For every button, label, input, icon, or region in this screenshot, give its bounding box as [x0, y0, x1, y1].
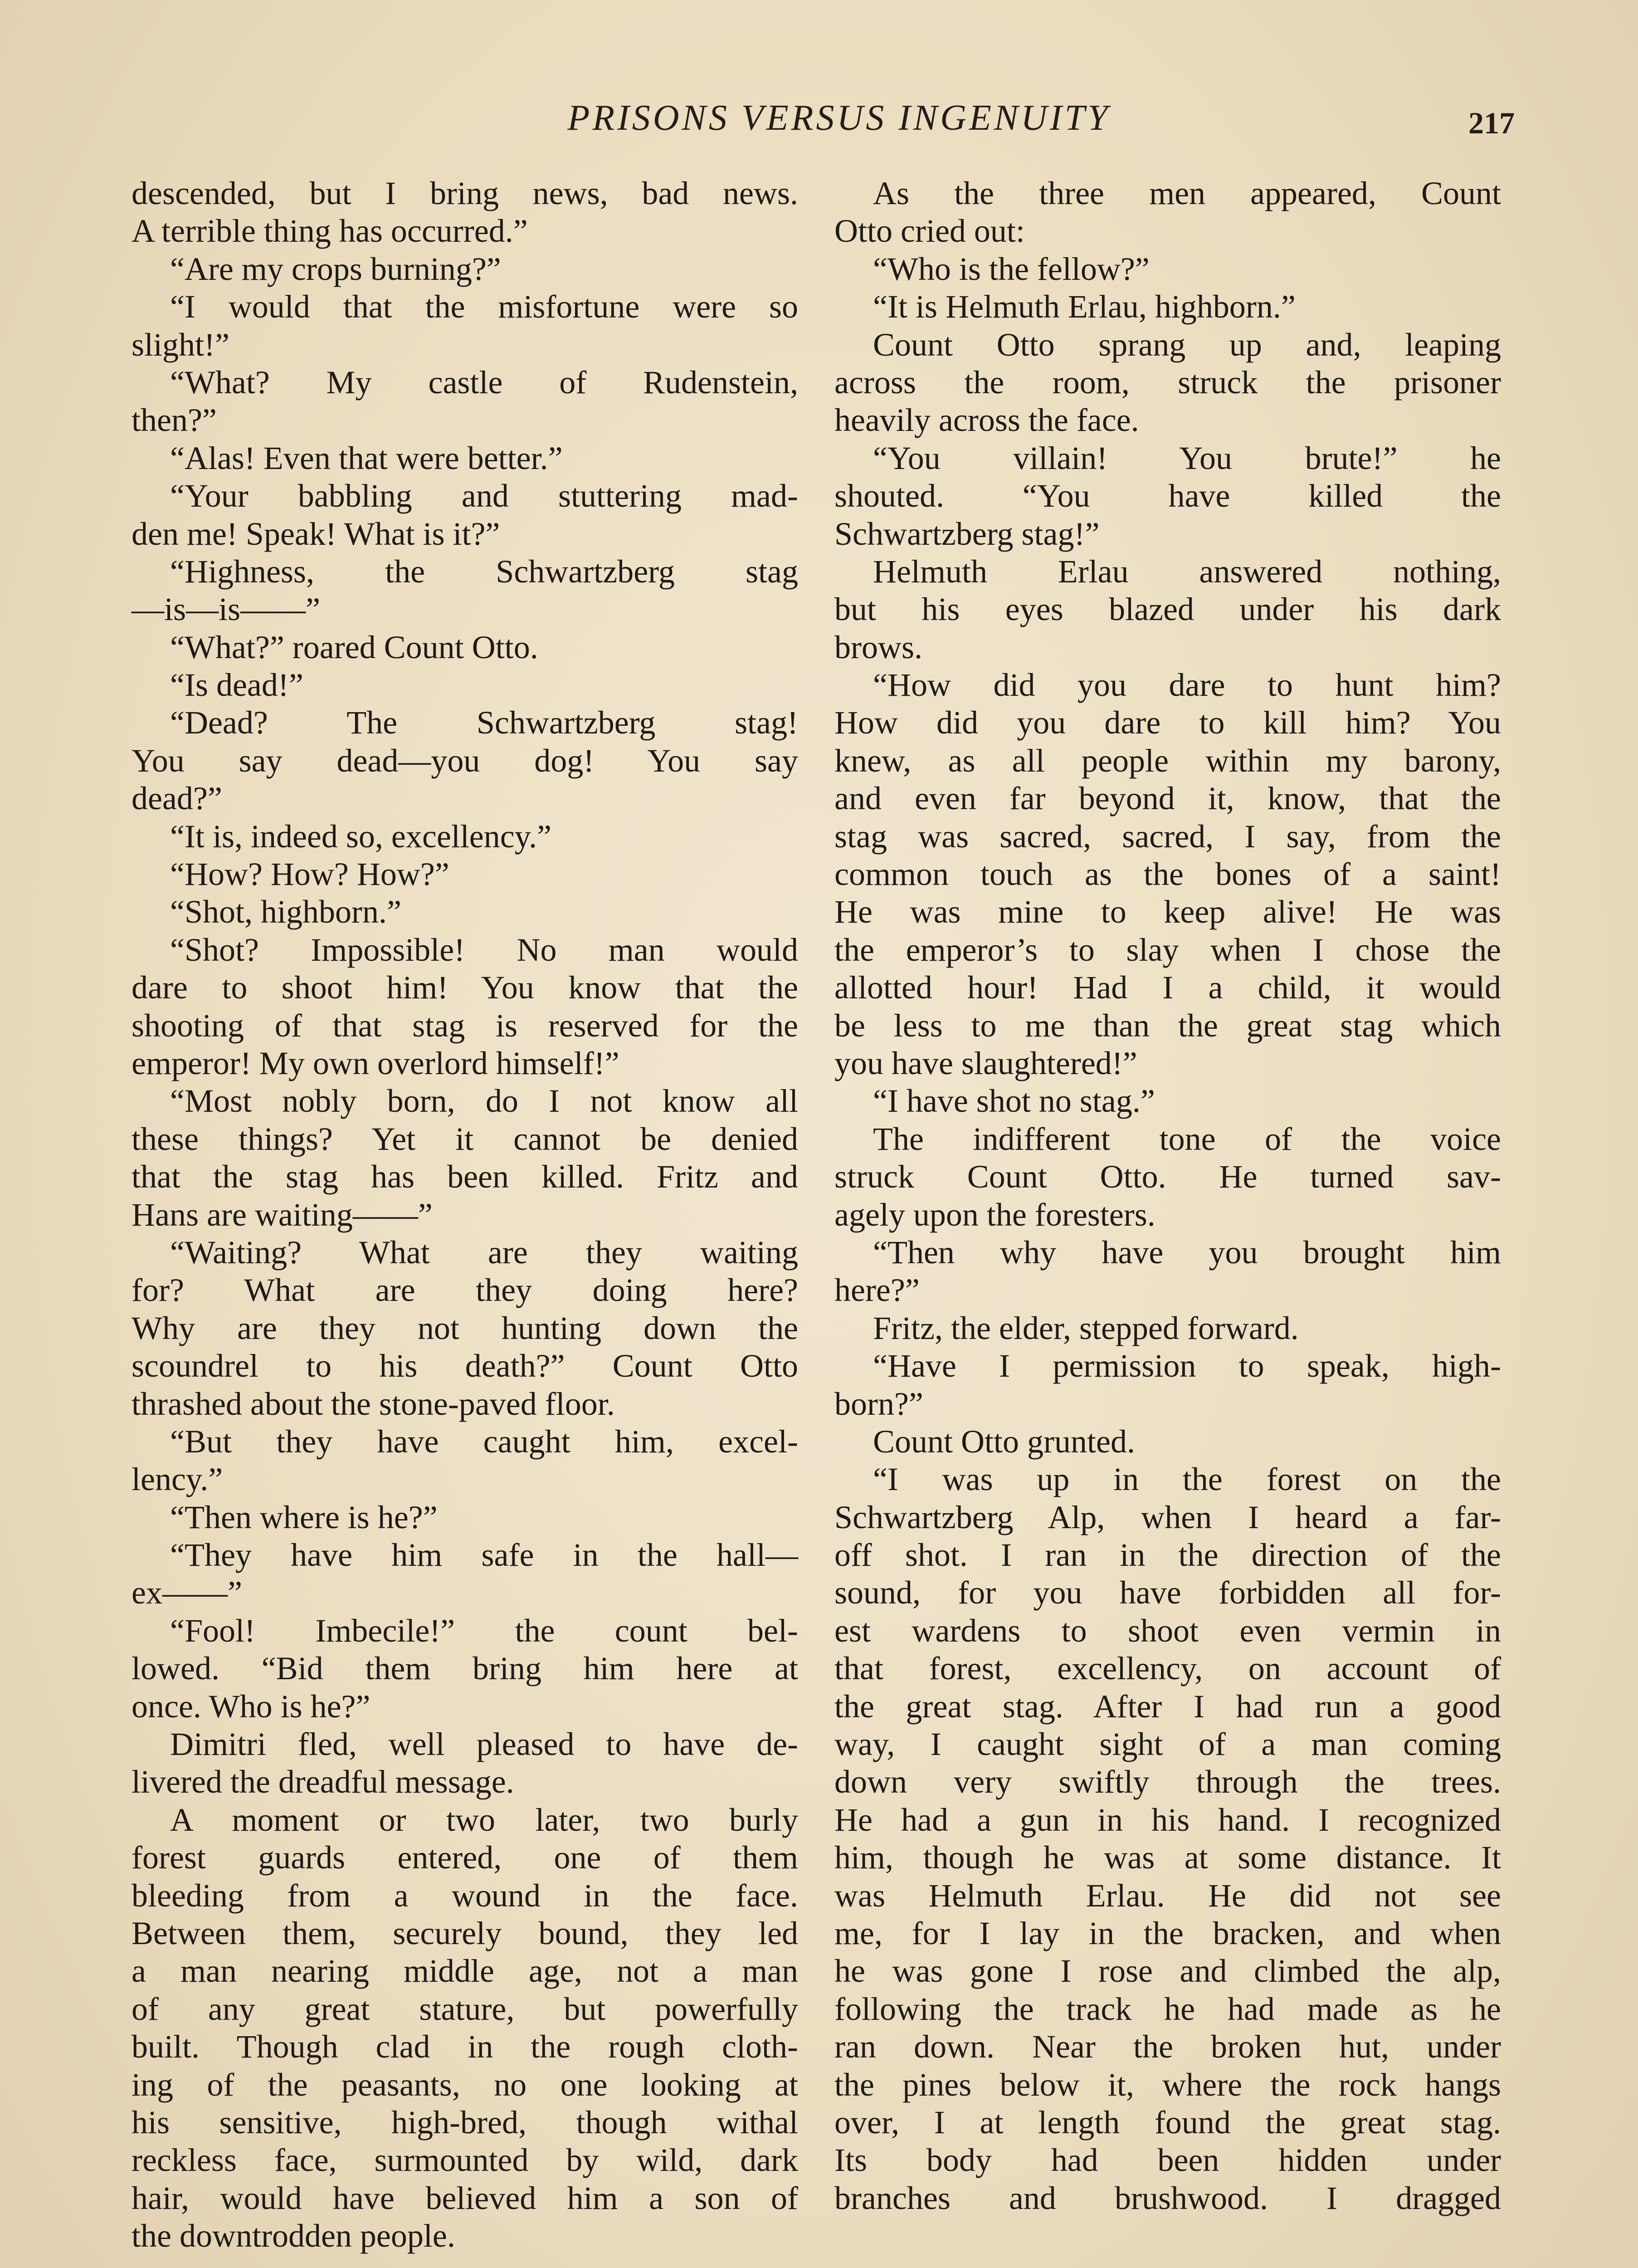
- text-line: As the three men appeared, Count: [873, 175, 1501, 211]
- left-text-column: [132, 175, 798, 2255]
- text-line: “It is, indeed so, excellency.”: [170, 818, 551, 855]
- text-line: sound, for you have forbidden all for-: [834, 1574, 1501, 1611]
- text-line: his sensitive, high-bred, though withal: [132, 2104, 798, 2141]
- text-line: agely upon the foresters.: [834, 1196, 1155, 1233]
- text-line: est wardens to shoot even vermin in: [834, 1612, 1501, 1649]
- text-line: ing of the peasants, no one looking at: [132, 2066, 798, 2103]
- text-line: “I was up in the forest on the: [873, 1461, 1501, 1498]
- text-line: the downtrodden people.: [132, 2218, 455, 2254]
- text-line: here?”: [834, 1272, 920, 1309]
- text-line: was Helmuth Erlau. He did not see: [834, 1877, 1501, 1914]
- text-line: descended, but I bring news, bad news.: [132, 175, 798, 211]
- text-line: Fritz, the elder, stepped forward.: [873, 1310, 1299, 1346]
- text-line: “Dead? The Schwartzberg stag!: [170, 704, 798, 741]
- text-line: “Alas! Even that were better.”: [170, 440, 563, 476]
- text-line: dead?”: [132, 780, 222, 817]
- text-line: scoundrel to his death?” Count Otto: [132, 1348, 798, 1384]
- text-line: down very swiftly through the trees.: [834, 1764, 1501, 1800]
- text-line: that the stag has been killed. Fritz and: [132, 1158, 798, 1195]
- text-line: you have slaughtered!”: [834, 1045, 1137, 1081]
- text-line: “How did you dare to hunt him?: [873, 667, 1501, 704]
- text-line: lency.”: [132, 1461, 223, 1498]
- text-line: that forest, excellency, on account of: [834, 1650, 1501, 1687]
- text-line: Schwartzberg Alp, when I heard a far-: [834, 1499, 1501, 1535]
- text-line: “Highness, the Schwartzberg stag: [170, 553, 798, 590]
- text-line: shouted. “You have killed the: [834, 478, 1501, 514]
- text-line: common touch as the bones of a saint!: [834, 856, 1501, 893]
- text-line: “What? My castle of Rudenstein,: [170, 364, 798, 401]
- text-line: “They have him safe in the hall—: [170, 1537, 798, 1574]
- text-line: “Shot? Impossible! No man would: [170, 931, 798, 968]
- text-line: heavily across the face.: [834, 402, 1139, 439]
- text-line: bleeding from a wound in the face.: [132, 1877, 798, 1914]
- text-line: ex——”: [132, 1574, 242, 1611]
- text-line: “Your babbling and stuttering mad-: [170, 478, 798, 514]
- text-line: Dimitri fled, well pleased to have de-: [170, 1726, 798, 1763]
- text-line: shooting of that stag is reserved for the: [132, 1007, 798, 1044]
- text-line: knew, as all people within my barony,: [834, 742, 1501, 779]
- text-line: the emperor’s to slay when I chose the: [834, 931, 1501, 968]
- text-line: He was mine to keep alive! He was: [834, 894, 1501, 930]
- text-line: him, though he was at some distance. It: [834, 1839, 1501, 1876]
- text-line: “What?” roared Count Otto.: [170, 629, 538, 665]
- text-line: “Have I permission to speak, high-: [873, 1348, 1501, 1384]
- text-line: the pines below it, where the rock hangs: [834, 2066, 1501, 2103]
- text-line: slight!”: [132, 326, 229, 363]
- text-line: “Then where is he?”: [170, 1499, 438, 1535]
- text-line: lowed. “Bid them bring him here at: [132, 1650, 798, 1687]
- text-line: “I have shot no stag.”: [873, 1083, 1155, 1119]
- text-line: “Waiting? What are they waiting: [170, 1234, 798, 1271]
- text-line: How did you dare to kill him? You: [834, 704, 1501, 741]
- text-line: for? What are they doing here?: [132, 1272, 798, 1309]
- text-line: once. Who is he?”: [132, 1688, 370, 1725]
- text-line: reckless face, surmounted by wild, dark: [132, 2142, 798, 2179]
- text-line: “Most nobly born, do I not know all: [170, 1083, 798, 1119]
- text-line: over, I at length found the great stag.: [834, 2104, 1501, 2141]
- text-line: born?”: [834, 1385, 923, 1422]
- text-line: but his eyes blazed under his dark: [834, 591, 1501, 628]
- running-title: PRISONS VERSUS INGENUITY: [567, 98, 1111, 138]
- text-line: livered the dreadful message.: [132, 1764, 514, 1800]
- text-line: a man nearing middle age, not a man: [132, 1953, 798, 1989]
- text-line: Helmuth Erlau answered nothing,: [873, 553, 1501, 590]
- text-line: the great stag. After I had run a good: [834, 1688, 1501, 1725]
- text-line: Why are they not hunting down the: [132, 1310, 798, 1346]
- text-line: Count Otto sprang up and, leaping: [873, 326, 1501, 363]
- text-line: emperor! My own overlord himself!”: [132, 1045, 619, 1081]
- text-line: “You villain! You brute!” he: [873, 440, 1501, 476]
- text-line: A terrible thing has occurred.”: [132, 213, 528, 249]
- text-line: The indifferent tone of the voice: [873, 1120, 1501, 1157]
- text-line: stag was sacred, sacred, I say, from the: [834, 818, 1501, 855]
- text-line: then?”: [132, 402, 217, 439]
- text-line: “Are my crops burning?”: [170, 250, 501, 287]
- text-line: thrashed about the stone-paved floor.: [132, 1385, 615, 1422]
- text-line: these things? Yet it cannot be denied: [132, 1120, 798, 1157]
- text-line: hair, would have believed him a son of: [132, 2180, 798, 2216]
- text-line: A moment or two later, two burly: [170, 1801, 798, 1838]
- text-line: allotted hour! Had I a child, it would: [834, 969, 1501, 1006]
- text-line: across the room, struck the prisoner: [834, 364, 1501, 401]
- text-line: —is—is——”: [132, 591, 321, 628]
- text-line: den me! Speak! What is it?”: [132, 515, 500, 552]
- text-line: “But they have caught him, excel-: [170, 1423, 798, 1460]
- text-line: me, for I lay in the bracken, and when: [834, 1915, 1501, 1951]
- text-line: struck Count Otto. He turned sav-: [834, 1158, 1501, 1195]
- text-line: dare to shoot him! You know that the: [132, 969, 798, 1006]
- text-line: branches and brushwood. I dragged: [834, 2180, 1501, 2216]
- text-line: and even far beyond it, know, that the: [834, 780, 1501, 817]
- text-line: way, I caught sight of a man coming: [834, 1726, 1501, 1763]
- text-line: He had a gun in his hand. I recognized: [834, 1801, 1501, 1838]
- text-line: Schwartzberg stag!”: [834, 515, 1100, 552]
- text-line: “Is dead!”: [170, 667, 303, 704]
- text-line: “I would that the misfortune were so: [170, 288, 798, 325]
- text-line: following the track he had made as he: [834, 1990, 1501, 2027]
- text-line: “Fool! Imbecile!” the count bel-: [170, 1612, 798, 1649]
- text-line: Count Otto grunted.: [873, 1423, 1135, 1460]
- text-line: brows.: [834, 629, 922, 665]
- text-line: be less to me than the great stag which: [834, 1007, 1501, 1044]
- text-line: ran down. Near the broken hut, under: [834, 2028, 1501, 2065]
- text-line: Otto cried out:: [834, 213, 1025, 249]
- text-line: “Shot, highborn.”: [170, 894, 401, 930]
- text-line: “It is Helmuth Erlau, highborn.”: [873, 288, 1296, 325]
- right-text-column: [834, 175, 1501, 2217]
- text-line: “Then why have you brought him: [873, 1234, 1501, 1271]
- text-line: Its body had been hidden under: [834, 2142, 1501, 2179]
- text-line: built. Though clad in the rough cloth-: [132, 2028, 798, 2065]
- text-line: off shot. I ran in the direction of the: [834, 1537, 1501, 1574]
- text-line: he was gone I rose and climbed the alp,: [834, 1953, 1501, 1989]
- text-line: Between them, securely bound, they led: [132, 1915, 798, 1951]
- text-line: “Who is the fellow?”: [873, 250, 1150, 287]
- page-number: 217: [1468, 106, 1515, 140]
- text-line: You say dead—you dog! You say: [132, 742, 798, 779]
- text-line: Hans are waiting——”: [132, 1196, 433, 1233]
- text-line: “How? How? How?”: [170, 856, 449, 893]
- text-line: of any great stature, but powerfully: [132, 1990, 798, 2027]
- text-line: forest guards entered, one of them: [132, 1839, 798, 1876]
